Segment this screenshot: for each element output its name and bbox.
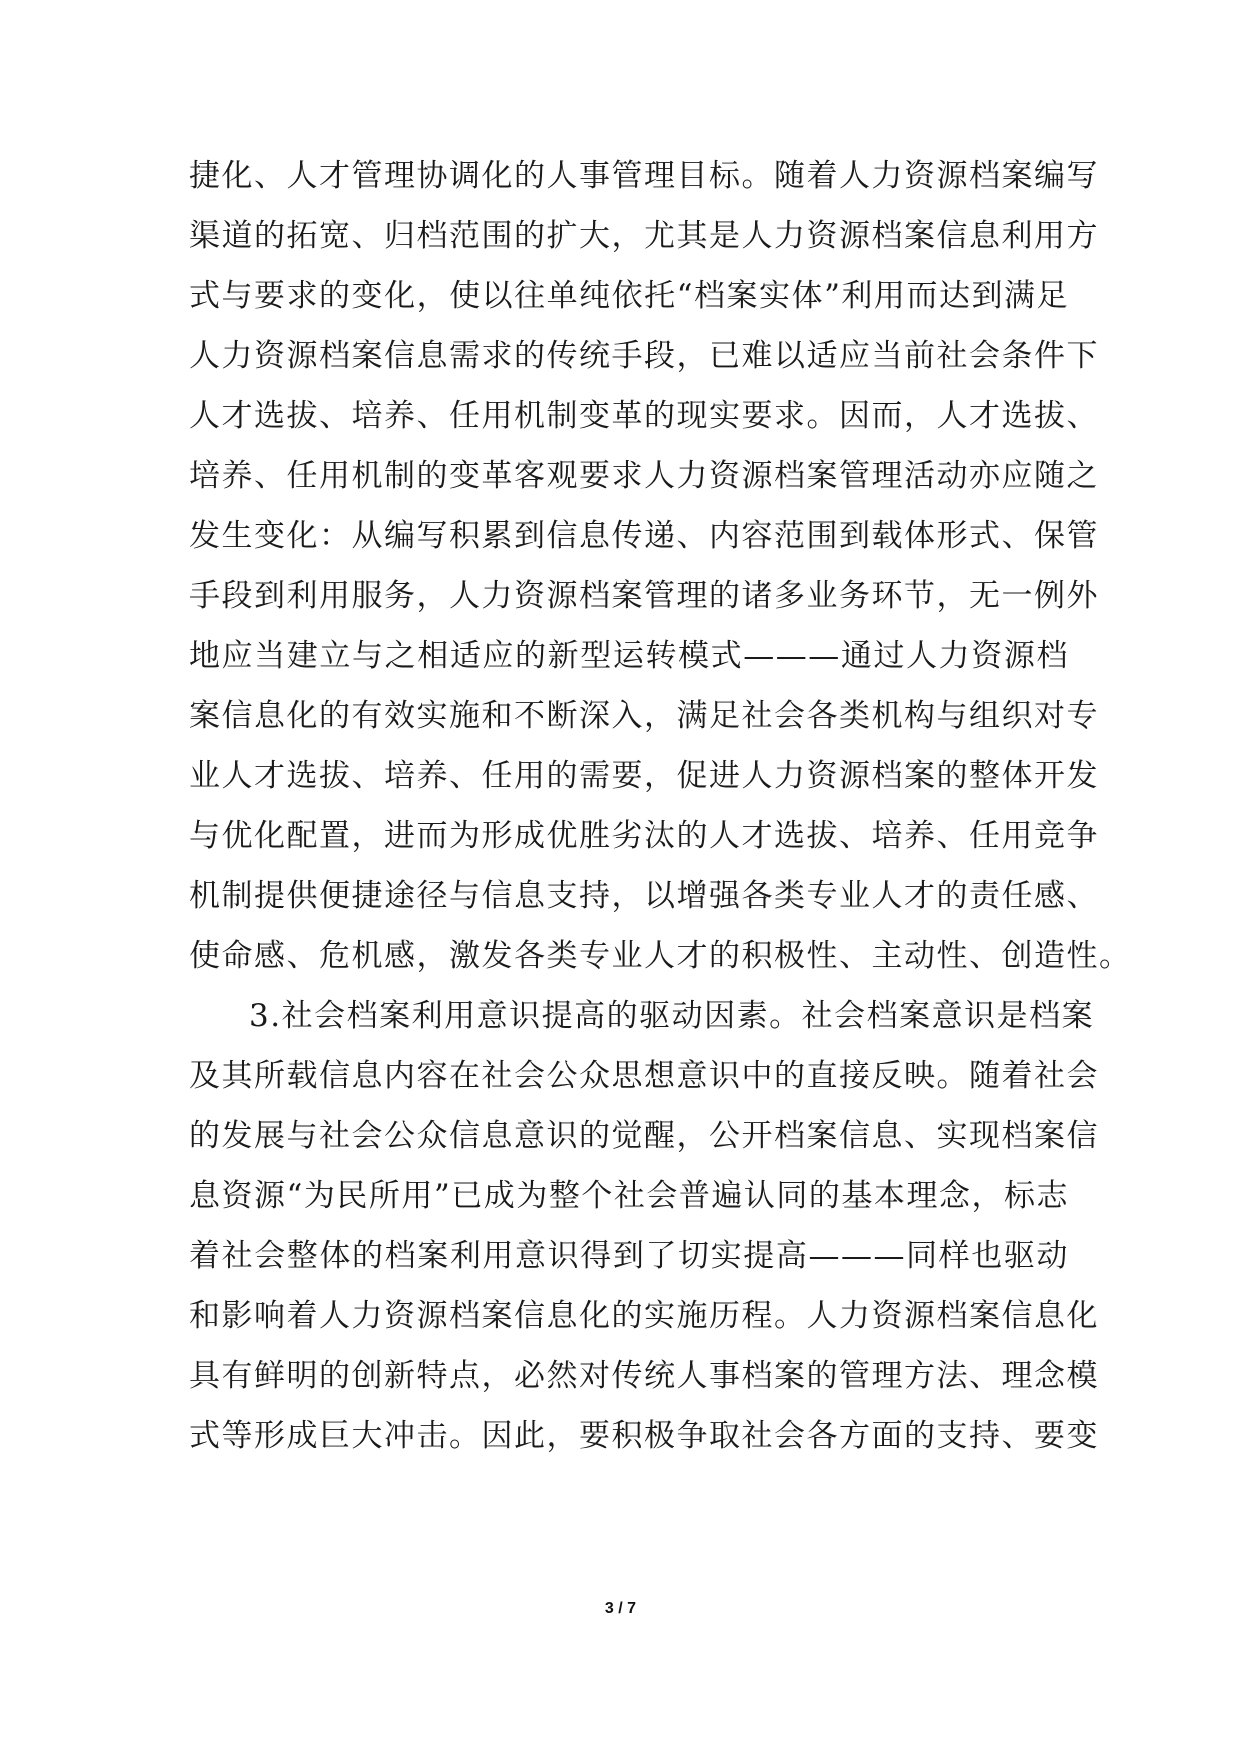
text-line: 式等形成巨大冲击。因此，要积极争取社会各方面的支持、要变 [189, 1418, 1099, 1454]
text-line: 及其所载信息内容在社会公众思想意识中的直接反映。随着社会 [189, 1058, 1099, 1094]
text-line: 着社会整体的档案利用意识得到了切实提高———同样也驱动 [189, 1238, 1069, 1274]
page-number: 3 / 7 [604, 1600, 637, 1617]
text-line: 3.社会档案利用意识提高的驱动因素。社会档案意识是档案 [249, 998, 1095, 1034]
text-line: 的发展与社会公众信息意识的觉醒，公开档案信息、实现档案信 [189, 1118, 1099, 1154]
text-line: 和影响着人力资源档案信息化的实施历程。人力资源档案信息化 [189, 1298, 1099, 1334]
text-line: 具有鲜明的创新特点，必然对传统人事档案的管理方法、理念模 [189, 1358, 1099, 1394]
text-line: 息资源“为民所用”已成为整个社会普遍认同的基本理念，标志 [189, 1178, 1069, 1214]
text-line: 式与要求的变化，使以往单纯依托“档案实体”利用而达到满足 [189, 278, 1069, 314]
text-line: 地应当建立与之相适应的新型运转模式———通过人力资源档 [189, 638, 1069, 674]
text-line: 培养、任用机制的变革客观要求人力资源档案管理活动亦应随之 [189, 458, 1099, 494]
text-line: 使命感、危机感，激发各类专业人才的积极性、主动性、创造性。 [189, 938, 1132, 974]
text-line: 渠道的拓宽、归档范围的扩大，尤其是人力资源档案信息利用方 [189, 218, 1099, 254]
text-line: 案信息化的有效实施和不断深入，满足社会各类机构与组织对专 [189, 698, 1099, 734]
text-line: 捷化、人才管理协调化的人事管理目标。随着人力资源档案编写 [189, 158, 1099, 194]
text-line: 与优化配置，进而为形成优胜劣汰的人才选拔、培养、任用竞争 [189, 818, 1099, 854]
text-line: 机制提供便捷途径与信息支持，以增强各类专业人才的责任感、 [189, 878, 1099, 914]
text-line: 手段到利用服务，人力资源档案管理的诸多业务环节，无一例外 [189, 578, 1099, 614]
text-line: 发生变化：从编写积累到信息传递、内容范围到载体形式、保管 [189, 518, 1099, 554]
text-line: 业人才选拔、培养、任用的需要，促进人力资源档案的整体开发 [189, 758, 1099, 794]
text-line: 人力资源档案信息需求的传统手段，已难以适应当前社会条件下 [189, 338, 1099, 374]
text-line: 人才选拔、培养、任用机制变革的现实要求。因而，人才选拔、 [189, 398, 1099, 434]
